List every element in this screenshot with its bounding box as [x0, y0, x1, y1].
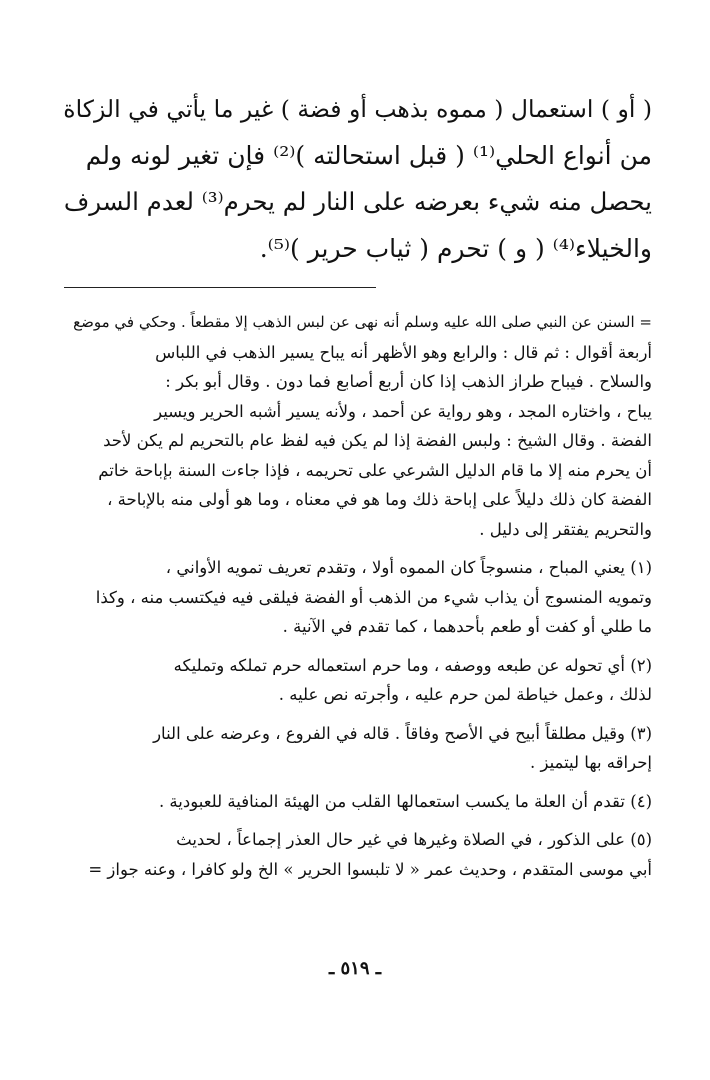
footnote-4 — [58, 787, 652, 817]
footnote-1 — [58, 553, 652, 642]
footnote-3 — [58, 719, 652, 778]
main-text-line: ( أو ) استعمال ( مموه بذهب أو فضة ) غير ما يأتي في الزكاة — [63, 95, 652, 123]
footnote-line: أبي موسى المتقدم ، وحديث عمر « لا تلبسوا الحرير » الخ ولو كافرا ، وعنه جواز = — [88, 859, 652, 879]
main-text-line: من أنواع الحلي⁽¹⁾ ( قبل استحالته )⁽²⁾ فإن تغير لونه ولم — [85, 140, 652, 170]
footnote-line: أن يحرم منه إلا ما قام الدليل الشرعي على تحريمه ، فإذا جاءت السنة بإباحة خاتم — [98, 460, 652, 480]
footnote-line: (١) يعني المباح ، منسوجاً كان المموه أولا ، وتقدم تعريف تمويه الأواني ، — [165, 558, 652, 577]
footnote-line: (٤) تقدم أن العلة ما يكسب استعمالها القلب من الهيئة المنافية للعبودية . — [158, 791, 652, 811]
footnote-line: لذلك ، وعمل خياطة لمن حرم عليه ، وأجرته نص عليه . — [278, 685, 652, 704]
footnotes — [58, 308, 652, 884]
footnote-5 — [58, 825, 652, 884]
main-text — [58, 86, 652, 272]
footnote-line: وتمويه المنسوج أن يذاب شيء من الذهب أو الفضة فيلقى فيه فيكتسب منه ، وكذا — [95, 587, 652, 607]
footnote-line: إحراقه بها ليتميز . — [529, 753, 652, 772]
page-number: ـ ٥١٩ ـ — [328, 958, 382, 979]
main-text-line: يحصل منه شيء بعرضه على النار لم يحرم⁽³⁾ لعدم السرف — [63, 187, 652, 216]
footnote-continuation — [58, 308, 652, 544]
footnote-line: أربعة أقوال : ثم قال : والرابع وهو الأظهر أنه يباح يسير الذهب في اللباس — [155, 342, 652, 362]
footnote-line: والتحريم يفتقر إلى دليل . — [479, 519, 652, 539]
footnote-line: الفضة . وقال الشيخ : ولبس الفضة إذا لم يكن فيه لفظ عام بالتحريم لم يكن لأحد — [103, 431, 652, 450]
footnote-line: ما طلي أو كفت أو طعم بأحدهما ، كما تقدم في الآنية . — [282, 617, 652, 636]
footnote-line: يباح ، واختاره المجد ، وهو رواية عن أحمد ، ولأنه يسير أشبه الحرير ويسير — [154, 401, 652, 421]
footnote-2 — [58, 651, 652, 710]
main-text-line: والخيلاء⁽⁴⁾ ( و ) تحرم ( ثياب حرير )⁽⁵⁾. — [259, 233, 652, 263]
footnote-line: الفضة كان ذلك دليلاً على إباحة ذلك وما هو في معناه ، وما هو أولى منه بالإباحة ، — [107, 490, 652, 509]
footnote-line: (٢) أي تحوله عن طبعه ووصفه ، وما حرم استعماله حرم تملكه وتمليكه — [173, 655, 652, 675]
footnote-line: (٥) على الذكور ، في الصلاة وغيرها في غير حال العذر إجماعاً ، لحديث — [176, 830, 652, 849]
footnote-separator — [64, 287, 376, 288]
footnote-line: والسلاح . فيباح طراز الذهب إذا كان أربع أصابع فما دون . وقال أبو بكر : — [165, 372, 652, 391]
footnote-line: (٣) وقيل مطلقاً أبيح في الأصح وفاقاً . قاله في الفروع ، وعرضه على النار — [153, 723, 652, 743]
footnote-line: = السنن عن النبي صلى الله عليه وسلم أنه نهى عن لبس الذهب إلا مقطعاً . وحكي في موضع — [73, 313, 652, 331]
